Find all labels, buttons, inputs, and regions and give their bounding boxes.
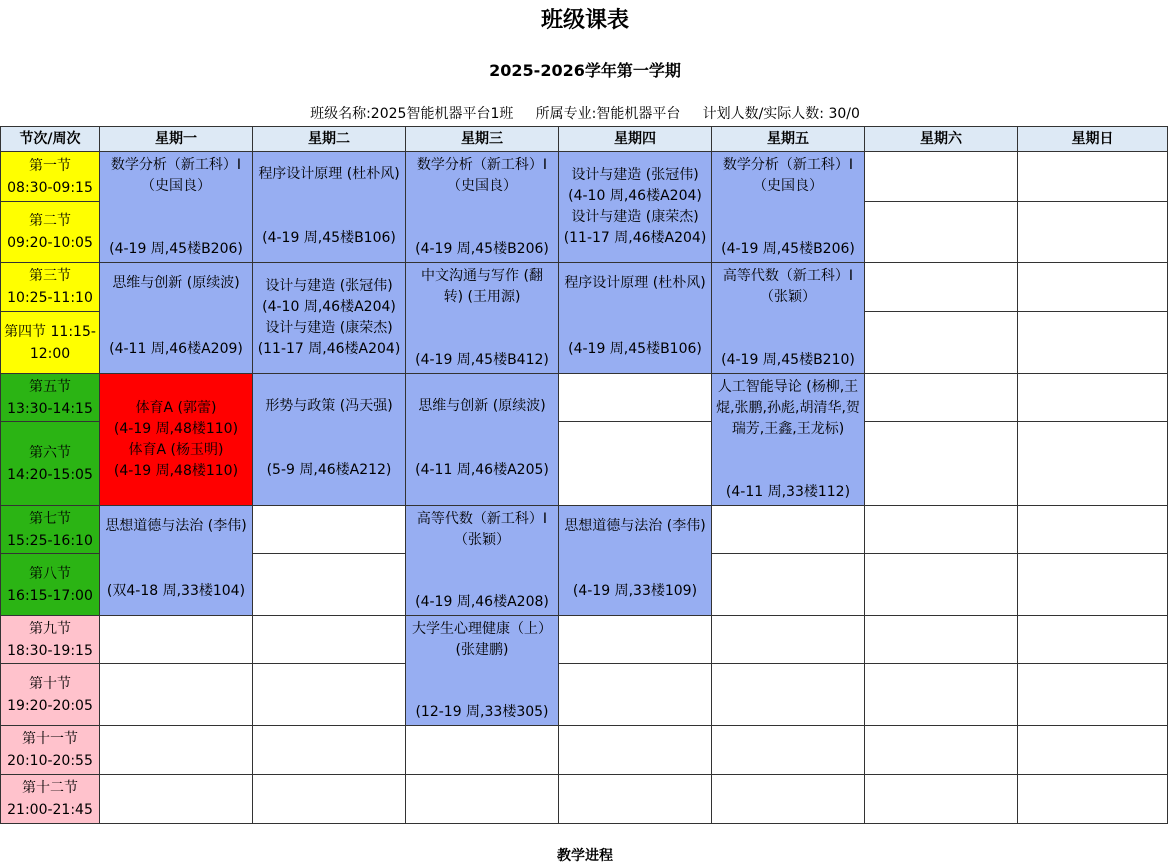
empty-cell: [865, 554, 1018, 616]
course-tue-1-2[interactable]: [253, 152, 406, 263]
empty-cell: [865, 312, 1018, 374]
course-location: (双4-18 周,33楼104): [106, 583, 246, 599]
course-name: 思维与创新 (原续波): [112, 275, 240, 291]
course-name: 大学生心理健康（上）: [412, 621, 552, 637]
course-name: 思想道德与法治 (李伟): [105, 518, 247, 534]
course-name: 数学分析（新工科）I: [110, 157, 242, 173]
course-location: (4-19 周,45楼B106): [262, 230, 396, 246]
empty-cell: [100, 775, 253, 824]
course-location: (11-17 周,46楼A204): [257, 341, 401, 357]
empty-cell: [253, 664, 406, 726]
course-location: (4-11 周,46楼A209): [109, 341, 243, 357]
empty-cell: [865, 775, 1018, 824]
period-7: [0, 506, 100, 554]
course-location: (4-19 周,45楼B206): [721, 241, 855, 257]
empty-cell: [865, 422, 1018, 506]
teacher: （张颖）: [454, 532, 510, 548]
period-time: 10:25-11:10: [7, 290, 93, 306]
term-title: 2025-2026学年第一学期: [489, 61, 681, 80]
teacher: （史国良）: [141, 178, 211, 194]
teacher: （张颖）: [760, 289, 816, 305]
empty-cell: [559, 422, 712, 506]
course-location: (4-10 周,46楼A204): [568, 188, 702, 204]
course-fri-5-6[interactable]: [712, 374, 865, 506]
course-tue-5-6[interactable]: [253, 374, 406, 506]
course-location: (4-19 周,45楼B106): [568, 341, 702, 357]
course-name: 数学分析（新工科）I: [416, 157, 548, 173]
period-name: 第十节: [29, 675, 71, 692]
course-name: 中文沟通与写作 (翻: [421, 268, 543, 284]
course-location: (4-19 周,45楼B412): [415, 352, 549, 368]
teacher: 瑞芳,王鑫,王龙标): [731, 421, 845, 437]
empty-cell: [1018, 374, 1168, 422]
course-location: (4-11 周,33楼112): [725, 484, 851, 500]
period-name: 第十一节: [22, 731, 78, 747]
period-6: [0, 422, 100, 506]
period-name: 第五节: [29, 378, 71, 395]
empty-cell: [712, 726, 865, 775]
period-time: 18:30-19:15: [7, 642, 93, 659]
period-name: 第二节: [29, 213, 71, 229]
period-time: 14:20-15:05: [7, 466, 93, 483]
course-name: 设计与建造 (张冠伟): [571, 167, 699, 183]
course-location: (5-9 周,46楼A212): [266, 462, 392, 478]
period-name: 第八节: [29, 565, 71, 582]
period-time: 16:15-17:00: [7, 587, 93, 604]
course-name: 思维与创新 (原续波): [418, 398, 546, 414]
empty-cell: [1018, 664, 1168, 726]
course-location: (4-11 周,46楼A205): [415, 462, 549, 478]
timetable: [0, 126, 1168, 824]
empty-cell: [406, 775, 559, 824]
day-header-mon: 星期一: [100, 126, 253, 152]
period-name: 第九节: [29, 620, 71, 637]
course-wed-7-8[interactable]: [406, 506, 559, 616]
course-location: (12-19 周,33楼305): [415, 704, 549, 720]
empty-cell: [253, 616, 406, 664]
course-location: (4-19 周,45楼B210): [721, 352, 855, 368]
empty-cell: [865, 726, 1018, 775]
empty-cell: [1018, 726, 1168, 775]
course-mon-1-2[interactable]: [100, 152, 253, 263]
period-time: 13:30-14:15: [7, 400, 93, 417]
course-name: 设计与建造 (张冠伟): [265, 278, 393, 294]
empty-cell: [865, 506, 1018, 554]
course-location: (4-10 周,46楼A204): [262, 299, 396, 315]
teacher: (张建鹏): [455, 642, 509, 658]
teacher: 焜,张鹏,孙彪,胡清华,贺: [716, 400, 860, 416]
empty-cell: [712, 664, 865, 726]
empty-cell: [1018, 152, 1168, 202]
course-name: 形势与政策 (冯天强): [265, 398, 393, 414]
empty-cell: [559, 726, 712, 775]
course-name: 数学分析（新工科）I: [722, 157, 854, 173]
period-name: 第三节: [29, 268, 71, 284]
period-3: [0, 263, 100, 312]
period-8: [0, 554, 100, 616]
teaching-progress-heading: 教学进程: [557, 848, 613, 864]
course-name: 思想道德与法治 (李伟): [564, 518, 706, 534]
period-time: 12:00: [29, 345, 71, 362]
empty-cell: [1018, 506, 1168, 554]
course-fri-1-2[interactable]: [712, 152, 865, 263]
period-time: 15:25-16:10: [7, 532, 93, 549]
course-location: (4-19 周,46楼A208): [415, 594, 549, 610]
course-location: (4-19 周,45楼B206): [109, 241, 243, 257]
period-time: 21:00-21:45: [7, 802, 93, 818]
empty-cell: [1018, 312, 1168, 374]
course-fri-3-4[interactable]: [712, 263, 865, 374]
course-mon-5-6[interactable]: [100, 374, 253, 506]
course-tue-3-4[interactable]: [253, 263, 406, 374]
corner-header: 节次/周次: [0, 126, 100, 152]
course-location: (4-19 周,33楼109): [572, 583, 698, 599]
period-2: [0, 202, 100, 263]
course-location: (4-19 周,45楼B206): [415, 241, 549, 257]
period-12: [0, 775, 100, 824]
empty-cell: [100, 616, 253, 664]
teacher: （史国良）: [753, 178, 823, 194]
empty-cell: [865, 374, 1018, 422]
empty-cell: [1018, 422, 1168, 506]
empty-cell: [712, 554, 865, 616]
teacher: 转) (王用源): [443, 289, 521, 305]
course-name: 人工智能导论 (杨柳,王: [717, 379, 859, 395]
page-title: 班级课表: [540, 8, 629, 33]
period-11: [0, 726, 100, 775]
empty-cell: [406, 726, 559, 775]
period-time: 08:30-09:15: [7, 179, 93, 196]
period-name: 第一节: [29, 157, 71, 174]
empty-cell: [100, 726, 253, 775]
course-name: 设计与建造 (康荣杰): [265, 320, 393, 336]
period-5: [0, 374, 100, 422]
empty-cell: [559, 775, 712, 824]
period-name: 第七节: [29, 510, 71, 527]
empty-cell: [1018, 554, 1168, 616]
empty-cell: [865, 152, 1018, 202]
empty-cell: [253, 775, 406, 824]
course-mon-7-8[interactable]: [100, 506, 253, 616]
empty-cell: [865, 664, 1018, 726]
empty-cell: [712, 616, 865, 664]
period-9: [0, 616, 100, 664]
empty-cell: [1018, 775, 1168, 824]
course-name: 体育A (杨玉明): [128, 441, 224, 458]
empty-cell: [1018, 616, 1168, 664]
course-location: (11-17 周,46楼A204): [563, 230, 707, 246]
course-name: 程序设计原理 (杜朴风): [258, 166, 400, 182]
empty-cell: [559, 664, 712, 726]
period-10: [0, 664, 100, 726]
day-header-fri: 星期五: [712, 126, 865, 152]
empty-cell: [253, 554, 406, 616]
class-info: 班级名称:2025智能机器平台1班 所属专业:智能机器平台 计划人数/实际人数: 30/0: [310, 106, 860, 122]
day-header-thu: 星期四: [559, 126, 712, 152]
course-name: 设计与建造 (康荣杰): [571, 209, 699, 225]
period-time: 19:20-20:05: [7, 697, 93, 714]
course-name: 体育A (郭蕾): [135, 399, 217, 416]
course-mon-3-4[interactable]: [100, 263, 253, 374]
empty-cell: [253, 726, 406, 775]
day-header-sat: 星期六: [865, 126, 1018, 152]
course-wed-1-2[interactable]: [406, 152, 559, 263]
course-wed-3-4[interactable]: [406, 263, 559, 374]
empty-cell: [712, 775, 865, 824]
course-location: (4-19 周,48楼110): [113, 462, 239, 479]
day-header-tue: 星期二: [253, 126, 406, 152]
empty-cell: [712, 506, 865, 554]
day-header-sun: 星期日: [1018, 126, 1168, 152]
course-thu-1-2[interactable]: [559, 152, 712, 263]
period-name: 第十二节: [22, 780, 78, 796]
empty-cell: [559, 616, 712, 664]
period-time: 20:10-20:55: [7, 753, 93, 769]
course-location: (4-19 周,48楼110): [113, 420, 239, 437]
period-4: [0, 312, 100, 374]
course-thu-7-8[interactable]: [559, 506, 712, 616]
period-name: 第四节 11:15-: [4, 323, 96, 340]
period-1: [0, 152, 100, 202]
course-thu-3-4[interactable]: [559, 263, 712, 374]
day-header-wed: 星期三: [406, 126, 559, 152]
teacher: （史国良）: [447, 178, 517, 194]
period-name: 第六节: [29, 444, 71, 461]
course-name: 高等代数（新工科）I: [722, 268, 854, 284]
empty-cell: [1018, 263, 1168, 312]
course-wed-9-10[interactable]: [406, 616, 559, 726]
empty-cell: [865, 263, 1018, 312]
period-time: 09:20-10:05: [7, 235, 93, 251]
empty-cell: [253, 506, 406, 554]
empty-cell: [865, 616, 1018, 664]
empty-cell: [100, 664, 253, 726]
course-name: 高等代数（新工科）I: [416, 511, 548, 527]
empty-cell: [559, 374, 712, 422]
empty-cell: [865, 202, 1018, 263]
empty-cell: [1018, 202, 1168, 263]
course-wed-5-6[interactable]: [406, 374, 559, 506]
course-name: 程序设计原理 (杜朴风): [564, 275, 706, 291]
